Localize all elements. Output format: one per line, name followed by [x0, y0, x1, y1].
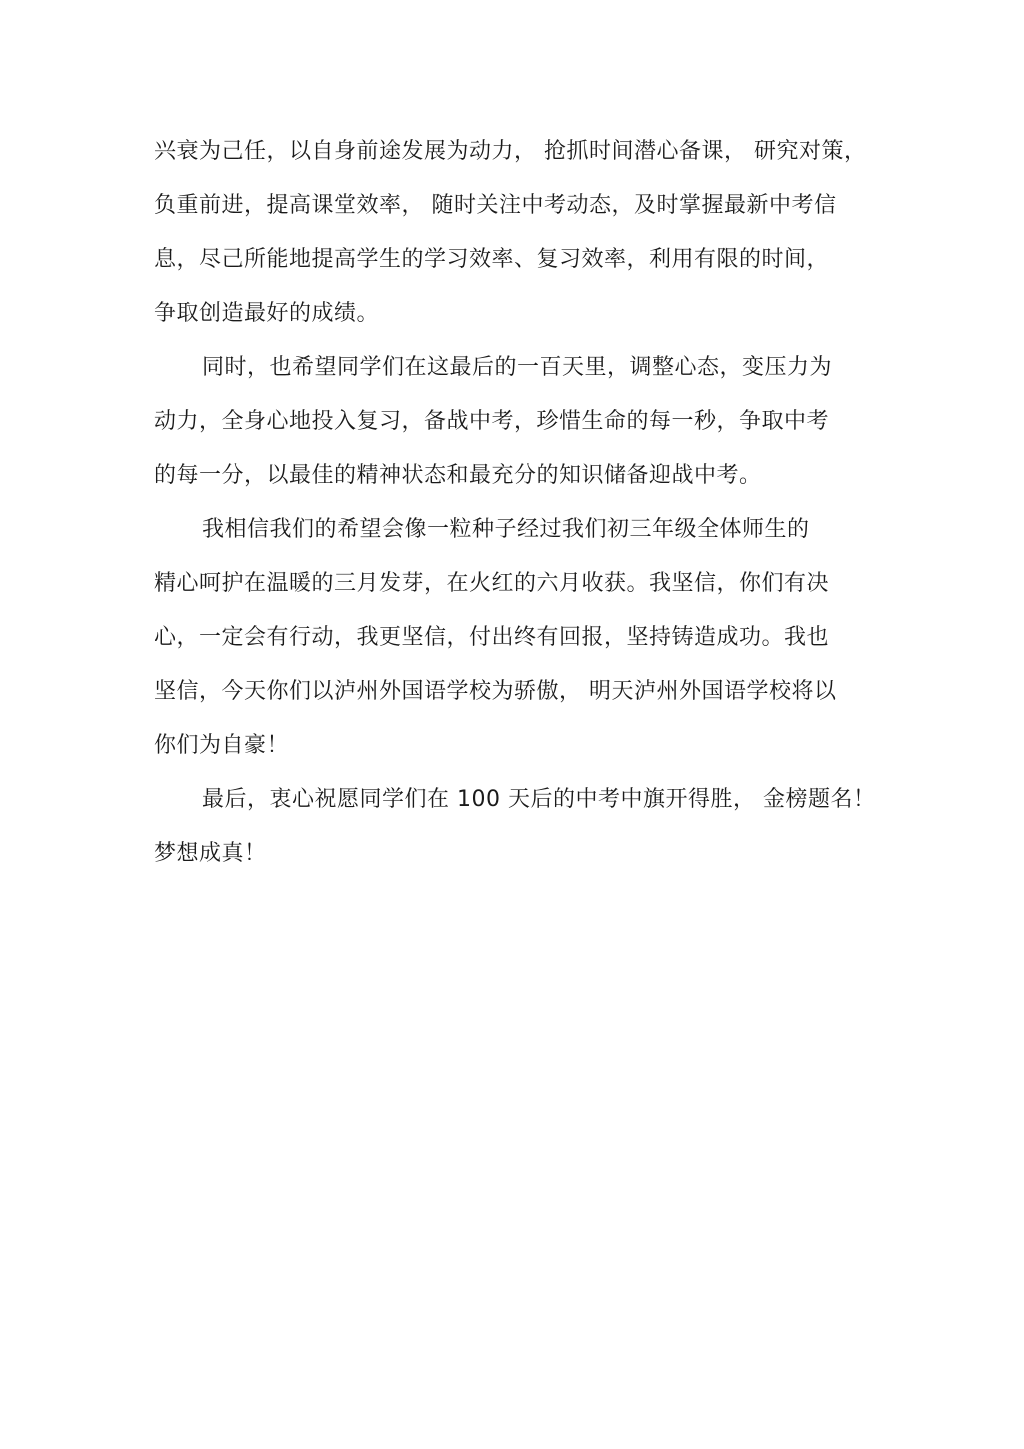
text-line-2: 负重前进，提高课堂效率， 随时关注中考动态，及时掌握最新中考信	[154, 193, 837, 218]
text-line-11: 坚信，今天你们以泸州外国语学校为骄傲， 明天泸州外国语学校将以	[154, 679, 837, 704]
text-line-10: 心，一定会有行动，我更坚信，付出终有回报，坚持铸造成功。我也	[154, 625, 830, 650]
text-line-14: 梦想成真！	[154, 841, 267, 866]
text-line-7: 的每一分，以最佳的精神状态和最充分的知识储备迎战中考。	[154, 463, 762, 488]
text-line-4: 争取创造最好的成绩。	[154, 301, 380, 326]
text-line-12: 你们为自豪！	[154, 733, 290, 758]
text-line-9: 精心呵护在温暖的三月发芽，在火红的六月收获。我坚信，你们有决	[154, 571, 830, 596]
text-line-6: 动力，全身心地投入复习，备战中考，珍惜生命的每一秒，争取中考	[154, 409, 830, 434]
text-line-8: 我相信我们的希望会像一粒种子经过我们初三年级全体师生的	[202, 517, 810, 542]
text-line-1: 兴衰为己任，以自身前途发展为动力， 抢抓时间潜心备课， 研究对策，	[154, 139, 867, 164]
text-line-5: 同时，也希望同学们在这最后的一百天里，调整心态，变压力为	[202, 355, 833, 380]
text-line-3: 息，尽己所能地提高学生的学习效率、复习效率，利用有限的时间，	[154, 247, 830, 272]
text-line-13: 最后，衷心祝愿同学们在 100 天后的中考中旗开得胜， 金榜题名！	[202, 787, 876, 812]
